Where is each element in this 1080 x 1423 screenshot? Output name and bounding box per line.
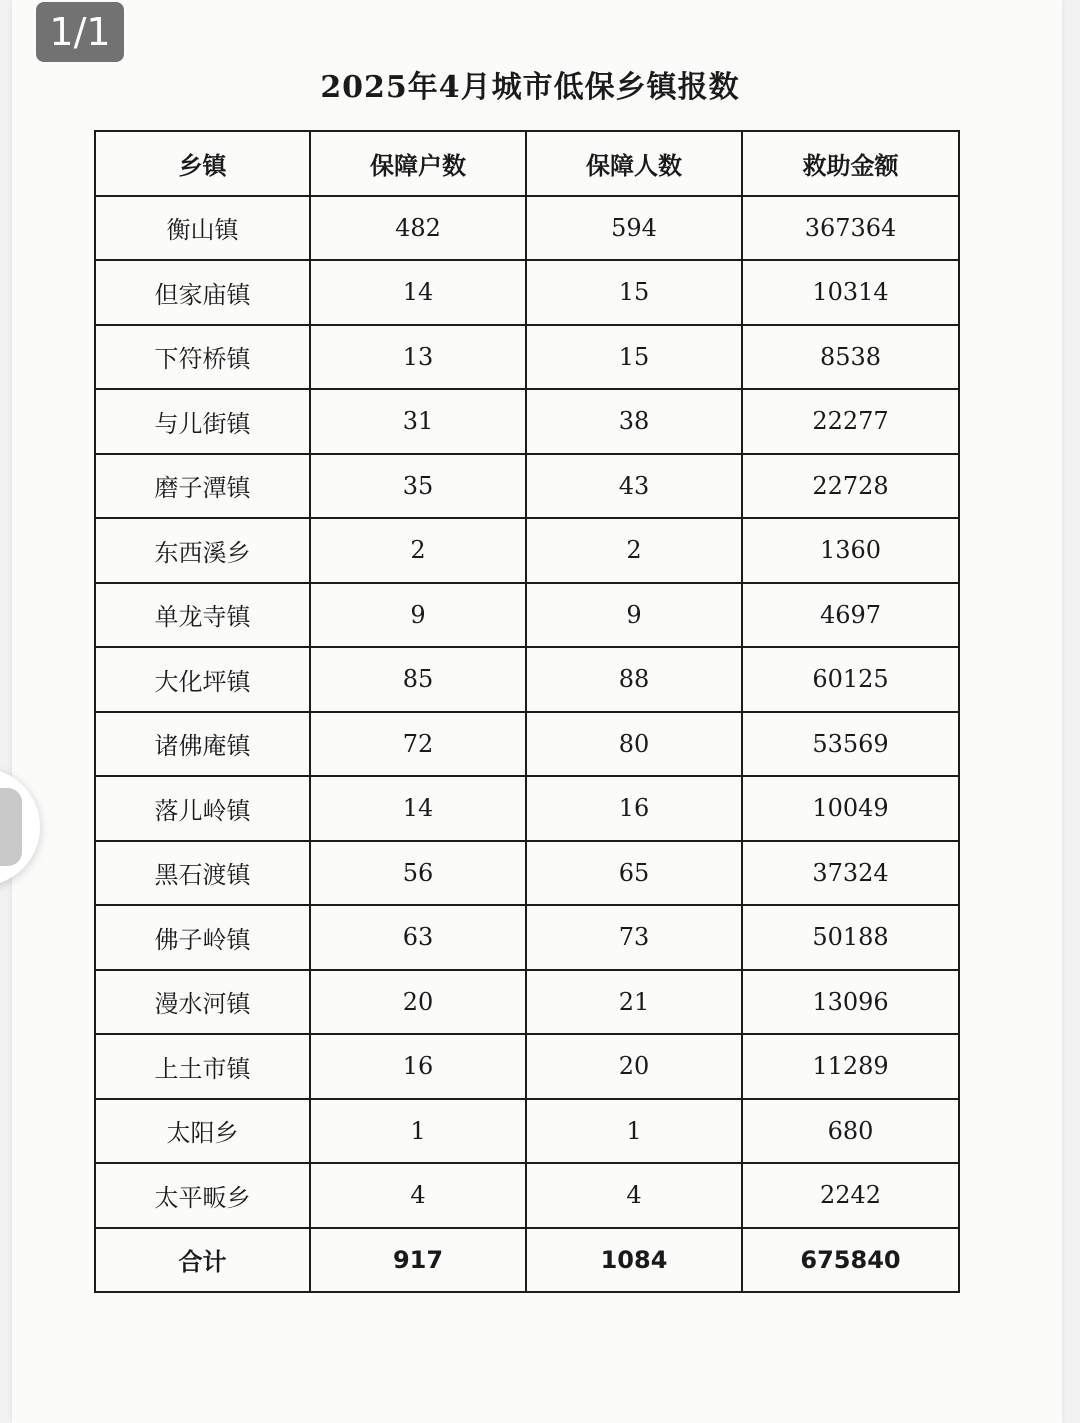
cell-amount: 50188 (742, 905, 959, 970)
cell-households: 72 (310, 712, 526, 777)
cell-households: 2 (310, 518, 526, 583)
cell-town: 但家庙镇 (95, 260, 310, 325)
cell-households: 9 (310, 583, 526, 648)
cell-town: 落儿岭镇 (95, 776, 310, 841)
table-row (95, 905, 959, 970)
header-households: 保障户数 (310, 131, 526, 196)
cell-town: 漫水河镇 (95, 970, 310, 1035)
cell-amount: 1360 (742, 518, 959, 583)
table-total-row (95, 1228, 959, 1293)
low-income-table (94, 130, 960, 1293)
cell-persons: 43 (526, 454, 742, 519)
cell-town: 衡山镇 (95, 196, 310, 261)
header-persons: 保障人数 (526, 131, 742, 196)
cell-amount: 13096 (742, 970, 959, 1035)
cell-town: 与儿街镇 (95, 389, 310, 454)
table-row (95, 196, 959, 261)
cell-households: 63 (310, 905, 526, 970)
table-row (95, 647, 959, 712)
table-row (95, 518, 959, 583)
cell-persons: 88 (526, 647, 742, 712)
cell-town: 单龙寺镇 (95, 583, 310, 648)
cell-amount: 10314 (742, 260, 959, 325)
cell-households: 85 (310, 647, 526, 712)
table-row (95, 1099, 959, 1164)
cell-amount: 367364 (742, 196, 959, 261)
total-amount: 675840 (742, 1228, 959, 1293)
table-row (95, 712, 959, 777)
cell-amount: 11289 (742, 1034, 959, 1099)
cell-town: 佛子岭镇 (95, 905, 310, 970)
cell-persons: 2 (526, 518, 742, 583)
cell-town: 下符桥镇 (95, 325, 310, 390)
cell-town: 东西溪乡 (95, 518, 310, 583)
cell-households: 482 (310, 196, 526, 261)
table-row (95, 776, 959, 841)
cell-households: 1 (310, 1099, 526, 1164)
table-header-row (95, 131, 959, 196)
document-page (12, 0, 1062, 1423)
cell-amount: 37324 (742, 841, 959, 906)
cell-persons: 38 (526, 389, 742, 454)
cell-amount: 680 (742, 1099, 959, 1164)
cell-households: 35 (310, 454, 526, 519)
cell-persons: 16 (526, 776, 742, 841)
table-row (95, 970, 959, 1035)
cell-persons: 73 (526, 905, 742, 970)
cell-households: 56 (310, 841, 526, 906)
table-row (95, 260, 959, 325)
cell-households: 14 (310, 776, 526, 841)
cell-persons: 65 (526, 841, 742, 906)
cell-households: 20 (310, 970, 526, 1035)
cell-amount: 53569 (742, 712, 959, 777)
cell-amount: 8538 (742, 325, 959, 390)
total-persons: 1084 (526, 1228, 742, 1293)
cell-households: 13 (310, 325, 526, 390)
page-counter-badge: 1/1 (36, 2, 124, 62)
cell-persons: 20 (526, 1034, 742, 1099)
scroll-grip-icon[interactable] (0, 788, 22, 866)
header-amount: 救助金额 (742, 131, 959, 196)
cell-town: 太阳乡 (95, 1099, 310, 1164)
cell-persons: 15 (526, 325, 742, 390)
cell-persons: 9 (526, 583, 742, 648)
cell-amount: 4697 (742, 583, 959, 648)
cell-amount: 10049 (742, 776, 959, 841)
cell-households: 31 (310, 389, 526, 454)
table-row (95, 325, 959, 390)
cell-households: 4 (310, 1163, 526, 1228)
cell-households: 14 (310, 260, 526, 325)
table-row (95, 1163, 959, 1228)
cell-town: 黑石渡镇 (95, 841, 310, 906)
cell-persons: 4 (526, 1163, 742, 1228)
cell-persons: 594 (526, 196, 742, 261)
cell-persons: 1 (526, 1099, 742, 1164)
table-row (95, 1034, 959, 1099)
document-title: 2025年4月城市低保乡镇报数 (320, 70, 740, 105)
total-label: 合计 (95, 1228, 310, 1293)
cell-amount: 22728 (742, 454, 959, 519)
cell-amount: 2242 (742, 1163, 959, 1228)
cell-town: 诸佛庵镇 (95, 712, 310, 777)
cell-households: 16 (310, 1034, 526, 1099)
cell-persons: 21 (526, 970, 742, 1035)
cell-amount: 60125 (742, 647, 959, 712)
cell-persons: 80 (526, 712, 742, 777)
cell-town: 上土市镇 (95, 1034, 310, 1099)
header-town: 乡镇 (95, 131, 310, 196)
cell-persons: 15 (526, 260, 742, 325)
cell-amount: 22277 (742, 389, 959, 454)
table-row (95, 389, 959, 454)
cell-town: 太平畈乡 (95, 1163, 310, 1228)
total-households: 917 (310, 1228, 526, 1293)
table-row (95, 454, 959, 519)
cell-town: 大化坪镇 (95, 647, 310, 712)
table-row (95, 583, 959, 648)
table-row (95, 841, 959, 906)
cell-town: 磨子潭镇 (95, 454, 310, 519)
